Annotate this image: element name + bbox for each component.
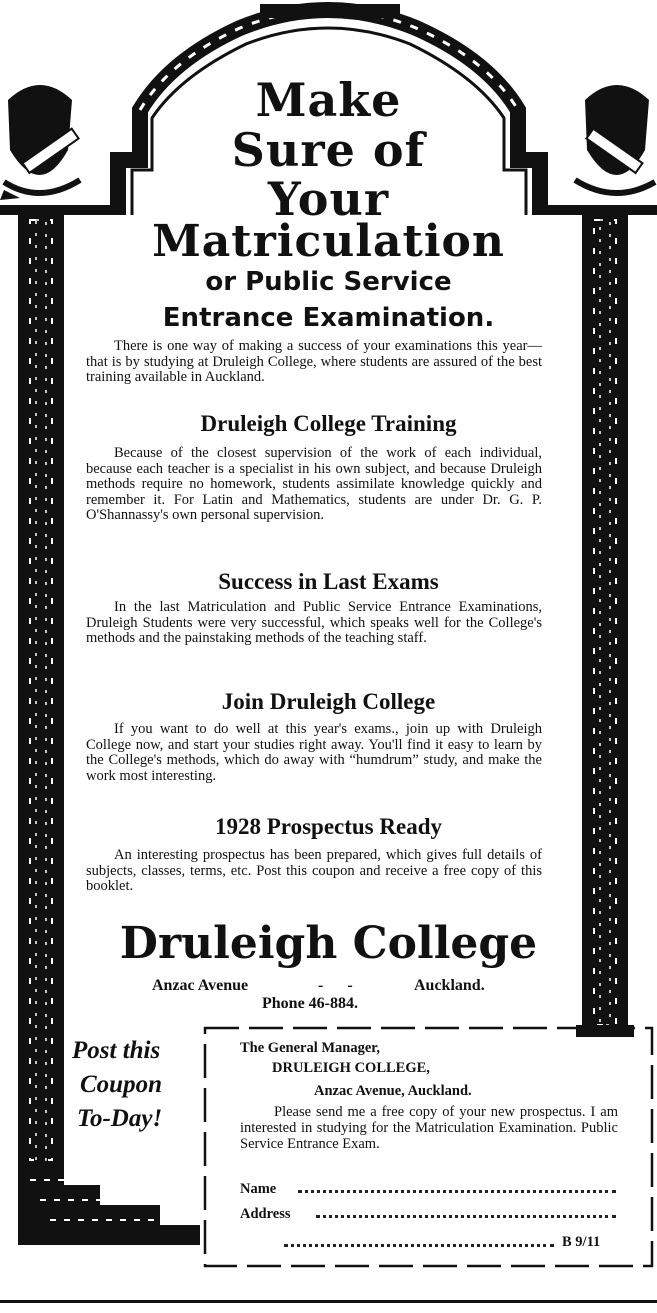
coupon-address-label: Address	[240, 1206, 291, 1222]
coupon-address: Anzac Avenue, Auckland.	[314, 1083, 472, 1099]
headline-entrance-exam: Entrance Examination.	[162, 303, 495, 333]
headline-matriculation: Matriculation	[152, 216, 505, 267]
headline-sure-of: Sure of	[231, 123, 426, 177]
college-name: Druleigh College	[119, 918, 538, 969]
coupon-addressee: The General Manager,	[240, 1040, 381, 1056]
college-phone: Phone 46-884.	[262, 995, 358, 1012]
section-body-prospectus: An interesting prospectus has been prepared, which gives full details of subjects, classes, terms, etc. Post this coupon and receive a free copy of this booklet.	[86, 847, 542, 894]
intro-paragraph: There is one way of making a success of your examinations this year—that is by studying at Druleigh College, where students are assured of the best training available in Auckland.	[86, 338, 542, 385]
coupon-name-field[interactable]	[298, 1190, 616, 1193]
coupon-callout-line1: Post this	[72, 1037, 161, 1064]
headline-make: Make	[255, 73, 402, 127]
coupon-address-field[interactable]	[316, 1215, 616, 1218]
coupon-code: B 9/11	[562, 1234, 601, 1250]
section-body-join: If you want to do well at this year's exams., join up with Druleigh College now, and start your studies right away. You'll find it easy to learn by the College's methods, which do away with “humdrum” study, and make the work most interesting.	[86, 721, 542, 784]
section-heading-join: Join Druleigh College	[221, 689, 436, 714]
coupon-name-label: Name	[240, 1181, 277, 1197]
coupon-callout-line2: Coupon	[80, 1071, 162, 1098]
section-heading-prospectus: 1928 Prospectus Ready	[214, 814, 442, 839]
headline-your: Your	[267, 172, 390, 226]
section-heading-success: Success in Last Exams	[218, 569, 439, 594]
section-body-success: In the last Matriculation and Public Service Entrance Examinations, Druleigh Students were very successful, which speaks well for the College's methods and the painstaking methods of the teaching staff.	[86, 599, 542, 646]
headline-public-service: or Public Service	[205, 267, 452, 297]
section-body-training: Because of the closest supervision of the work of each individual, because each teacher is a specialist in his own subject, and because Druleigh methods require no homework, students assimilate knowledge quickly and remember it. For Latin and Mathematics, students are under Dr. G. P. O'Shannassy's own personal supervision.	[86, 445, 542, 523]
coupon-address-field-2[interactable]	[284, 1244, 554, 1247]
coupon-org: DRULEIGH COLLEGE,	[272, 1060, 430, 1076]
address-dashes: - -	[318, 977, 353, 994]
college-city: Auckland.	[414, 977, 485, 994]
coupon-request: Please send me a free copy of your new prospectus. I am interested in studying for the Matriculation Examination. Public Service Entrance Exam.	[240, 1104, 618, 1152]
college-street: Anzac Avenue	[152, 977, 249, 994]
section-heading-training: Druleigh College Training	[200, 411, 457, 436]
coupon-callout-line3: To-Day!	[77, 1105, 163, 1132]
